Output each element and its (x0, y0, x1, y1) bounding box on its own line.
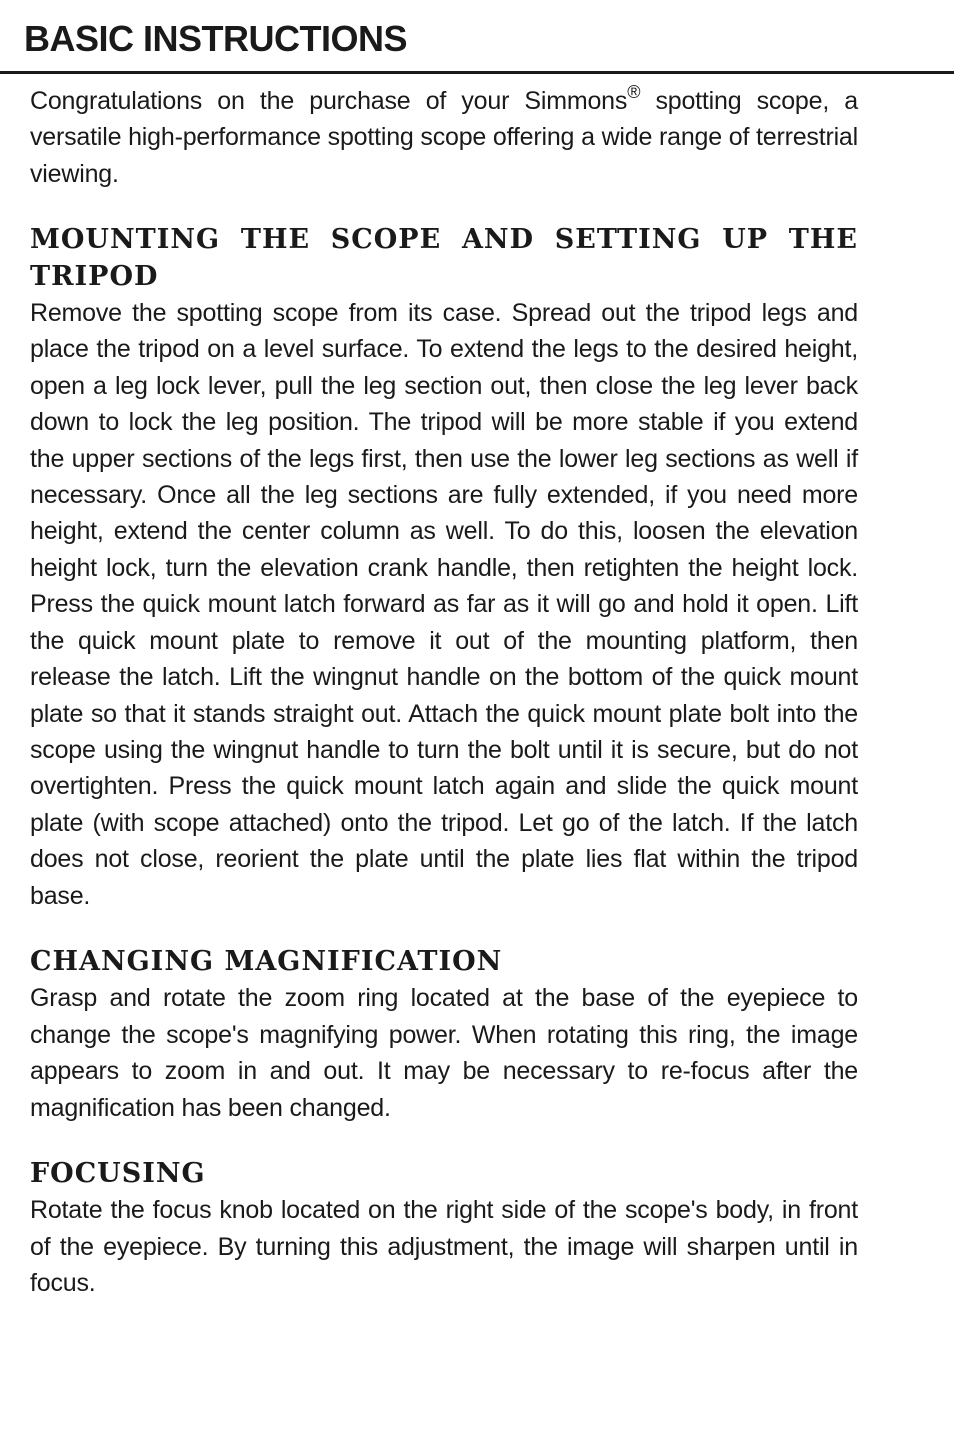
page-content (30, 80, 858, 1302)
section-body-mounting: Remove the spotting scope from its case. Spread out the tripod legs and place the tripod on a level surface. To extend the legs to the desired height, open a leg lock lever, pull the leg section out, then close the leg lever back down to lock the leg position. The tripod will be more stable if you extend the upper sections of the legs first, then use the lower leg sections as well if necessary. Once all the leg sections are fully extended, if you need more height, extend the center column as well. To do this, loosen the elevation height lock, turn the elevation crank handle, then retighten the height lock. Press the quick mount latch forward as far as it will go and hold it open. Lift the quick mount plate to remove it out of the mounting platform, then release the latch. Lift the wingnut handle on the bottom of the quick mount plate so that it stands straight out. Attach the quick mount plate bolt into the scope using the wingnut handle to turn the bolt until it is secure, but do not overtighten. Press the quick mount latch again and slide the quick mount plate (with scope attached) onto the tripod. Let go of the latch. If the latch does not close, reorient the plate until the plate lies flat within the tripod base. (30, 299, 858, 910)
section-magnification (30, 944, 858, 1126)
section-body-focusing: Rotate the focus knob located on the right side of the scope's body, in front of the eyepiece. By turning this adjustment, the image will sharpen until in focus. (30, 1196, 858, 1298)
section-heading-mounting: MOUNTING THE SCOPE AND SETTING UP THE TRIPOD (30, 224, 858, 292)
registered-trademark-mark: ® (627, 82, 641, 102)
section-body-magnification: Grasp and rotate the zoom ring located at the base of the eyepiece to change the scope's magnifying power. When rotating this ring, the image appears to zoom in and out. It may be necessary to re-focus after the magnification has been changed. (30, 984, 858, 1122)
intro-text-start: Congratulations on the purchase of your Simmons (30, 87, 628, 115)
section-mounting (30, 222, 858, 914)
page-header (0, 0, 954, 74)
intro-paragraph (30, 83, 858, 192)
section-heading-magnification: CHANGING MAGNIFICATION (30, 945, 503, 977)
section-focusing (30, 1156, 858, 1302)
page-title: BASIC INSTRUCTIONS (24, 18, 408, 59)
section-heading-focusing: FOCUSING (30, 1157, 206, 1189)
intro-text-end: spotting scope, a versatile high-performance spotting scope offering a wide range of terrestrial viewing. (30, 87, 858, 188)
